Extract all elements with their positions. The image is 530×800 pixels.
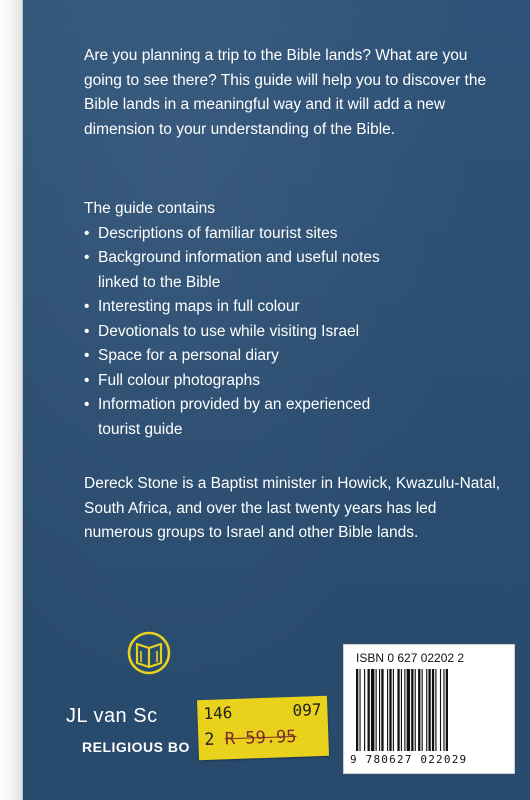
publisher-subtitle: RELIGIOUS BO: [82, 739, 190, 755]
sticker-price: 2 R 59.95: [204, 726, 297, 751]
publisher-logo-icon: [126, 630, 172, 676]
barcode-panel: [343, 644, 515, 774]
author-bio: Dereck Stone is a Baptist minister in Howick, Kwazulu-Natal, South Africa, and over the last twenty years has led numerous groups to Israel and other Bible lands.: [84, 475, 501, 541]
list-item: • Full colour photographs: [84, 369, 504, 394]
list-item: • Background information and useful notes linked to the Bible: [84, 246, 504, 295]
intro-paragraph: Are you planning a trip to the Bible lands? What are you going to see there? This guide will help you to discover the Bible lands in a meaningful way and it will add a new dimension to your understanding of the Bible.: [84, 47, 487, 138]
list-item: • Space for a personal diary: [84, 344, 504, 369]
list-item: • Descriptions of familiar tourist sites: [84, 222, 504, 247]
sticker-code: 146 097: [203, 699, 322, 724]
page-edge: [0, 0, 22, 800]
isbn-number: ISBN 0 627 02202 2: [356, 651, 465, 665]
barcode: [354, 669, 504, 753]
list-item: • Devotionals to use while visiting Israel: [84, 320, 504, 345]
list-item: • Interesting maps in full colour: [84, 295, 504, 320]
publisher-name: JL van Sc: [66, 705, 158, 727]
contents-heading: The guide contains: [84, 200, 215, 217]
price-sticker: [197, 696, 329, 761]
ean-number: 9 780627 022029: [350, 753, 468, 766]
contents-list: [84, 222, 504, 443]
contents-section: [84, 197, 504, 442]
list-item: • Information provided by an experienced tourist guide: [84, 393, 504, 442]
